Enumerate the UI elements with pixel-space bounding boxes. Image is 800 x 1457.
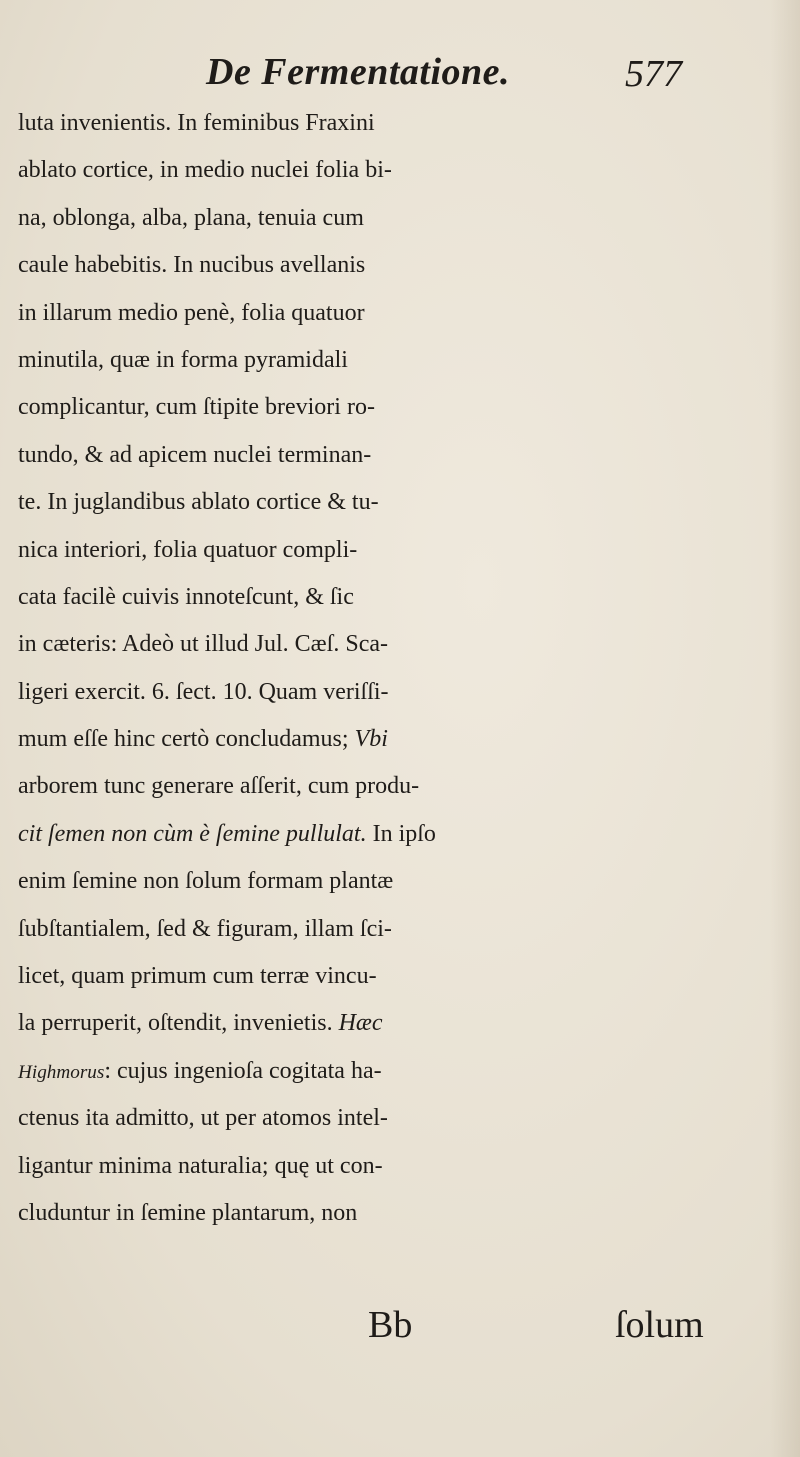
text-line-19: licet, quam primum cum terræ vincu- — [18, 963, 377, 990]
text-line-21-roman: : cujus ingenioſa cogitata ha- — [104, 1057, 382, 1084]
page-number: 577 — [625, 53, 682, 95]
text-line-9: te. In juglandibus ablato cortice & tu- — [18, 489, 379, 516]
running-head: De Fermentatione. — [206, 51, 511, 93]
text-line-16-italic: cit ſemen non cùm è ſemine pullulat. — [18, 820, 367, 847]
text-line-18: ſubſtantialem, ſed & figuram, illam ſci- — [18, 915, 392, 942]
body-text — [18, 100, 798, 1237]
text-line-11: cata facilè cuivis innoteſcunt, & ſic — [18, 583, 354, 610]
text-line-7: complicantur, cum ſtipite breviori ro- — [18, 394, 375, 421]
text-line-13: ligeri exercit. 6. ſect. 10. Quam veriſſi- — [18, 678, 389, 705]
text-line-2: ablato cortice, in medio nuclei folia bi- — [18, 157, 392, 184]
text-line-14-italic: Vbi — [354, 726, 388, 753]
text-line-17: enim ſemine non ſolum formam plantæ — [18, 868, 394, 895]
text-line-16-roman: In ipſo — [372, 820, 436, 847]
page-footer — [0, 1303, 800, 1363]
text-line-21 — [18, 1048, 798, 1095]
signature-mark: Bb — [368, 1304, 413, 1346]
text-line-20-roman: la perruperit, oſtendit, invenietis. — [18, 1010, 333, 1037]
text-line-10: nica interiori, folia quatuor compli- — [18, 536, 358, 563]
text-line-24: cluduntur in ſemine plantarum, non — [18, 1199, 358, 1226]
text-line-23: ligantur minima naturalia; quę ut con- — [18, 1152, 383, 1179]
text-line-14 — [18, 716, 798, 763]
text-line-14-roman: mum eſſe hinc certò concludamus; — [18, 726, 349, 753]
catchword: ſolum — [615, 1304, 704, 1346]
text-line-12: in cæteris: Adeò ut illud Jul. Cæſ. Sca- — [18, 631, 388, 658]
page-edge-shadow — [770, 0, 800, 1457]
text-line-1: luta invenientis. In feminibus Fraxini — [18, 110, 375, 136]
text-line-20 — [18, 1000, 798, 1047]
text-line-15: arborem tunc generare aſſerit, cum produ- — [18, 773, 420, 800]
text-line-21-italic: Highmorus — [18, 1061, 105, 1083]
text-line-4: caule habebitis. In nucibus avellanis — [18, 252, 366, 279]
text-line-6: minutila, quæ in forma pyramidali — [18, 346, 348, 373]
text-line-8: tundo, & ad apicem nuclei terminan- — [18, 441, 372, 468]
text-line-16 — [18, 811, 798, 858]
text-line-3: na, oblonga, alba, plana, tenuia cum — [18, 204, 364, 231]
text-line-20-italic: Hæc — [338, 1010, 383, 1037]
text-line-22: ctenus ita admitto, ut per atomos intel- — [18, 1105, 388, 1132]
page-header — [0, 42, 800, 102]
text-line-5: in illarum medio penè, folia quatuor — [18, 299, 365, 326]
